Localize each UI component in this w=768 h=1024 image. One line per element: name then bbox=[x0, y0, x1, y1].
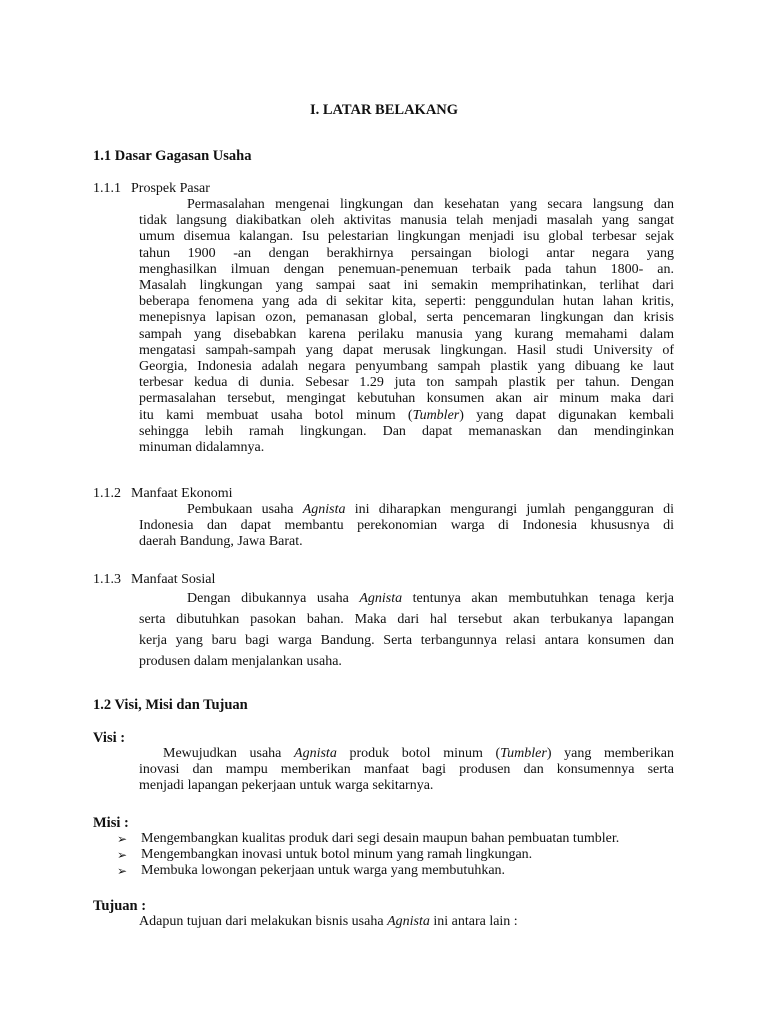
emphasis-tumbler: Tumbler bbox=[500, 746, 547, 761]
subsection-label: Manfaat Ekonomi bbox=[131, 486, 233, 501]
list-item-text: Membuka lowongan pekerjaan untuk warga yang membutuhkan. bbox=[141, 863, 506, 879]
paragraph-line: Indonesia dan dapat membantu perekonomian warga di Indonesia khususnya di bbox=[139, 518, 674, 534]
text-run: ini antara lain : bbox=[429, 914, 518, 929]
text-run: ) yang dapat digunakan kembali bbox=[459, 407, 674, 423]
paragraph-line: permasalahan tersebut, mengingat kebutuhan konsumen akan air minum maka dari bbox=[139, 391, 674, 407]
text-run: produk botol minum ( bbox=[336, 746, 501, 761]
section-heading-1-1: 1.1 Dasar Gagasan Usaha bbox=[93, 148, 252, 164]
subsection-heading-1-1-3 bbox=[93, 572, 215, 588]
subsection-number: 1.1.3 bbox=[93, 572, 121, 587]
paragraph-line: menghasilkan ilmuan dengan penemuan-penemuan terbaik pada tahun 1800- an. bbox=[139, 261, 674, 277]
paragraph-line: serta dibutuhkan pasokan bahan. Maka dari hal tersebut akan terbukanya lapangan bbox=[139, 612, 674, 627]
paragraph-visi bbox=[139, 746, 674, 795]
paragraph-line bbox=[139, 746, 674, 762]
paragraph-line: umum disemua kalangan. Isu pelestarian lingkungan menjadi isu global terbesar sejak bbox=[139, 229, 674, 245]
list-item bbox=[117, 863, 697, 879]
paragraph-line: kerja yang baru bagi warga Bandung. Serta terbangunnya relasi antara konsumen dan bbox=[139, 633, 674, 648]
paragraph-tujuan bbox=[139, 914, 518, 930]
subsection-label: Manfaat Sosial bbox=[131, 572, 216, 587]
text-run: itu kami membuat usaha botol minum ( bbox=[139, 407, 413, 423]
list-item bbox=[117, 847, 697, 863]
paragraph-line: menepisnya lapisan ozon, pemanasan global, serta pencemaran lingkungan dan krisis bbox=[139, 310, 674, 326]
paragraph-line: minuman didalamnya. bbox=[139, 440, 265, 456]
misi-label: Misi : bbox=[93, 815, 129, 831]
text-run: ini diharapkan mengurangi jumlah pengangguran di bbox=[345, 502, 674, 517]
arrow-bullet-icon: ➢ bbox=[117, 864, 128, 879]
paragraph-line: terbesar kedua di dunia. Sebesar 1.29 juta ton sampah plastik per tahun. Dengan bbox=[139, 375, 674, 391]
arrow-bullet-icon: ➢ bbox=[117, 832, 128, 846]
paragraph-line: Permasalahan mengenai lingkungan dan kesehatan yang secara langsung dan bbox=[187, 197, 674, 212]
paragraph-line: tahun 1900 -an dengan berakhirnya persaingan biologi antar negara yang bbox=[139, 245, 674, 261]
text-run: tentunya akan membutuhkan tenaga kerja bbox=[402, 591, 674, 606]
emphasis-agnista: Agnista bbox=[387, 914, 430, 929]
text-run: Dengan dibukannya usaha bbox=[187, 591, 360, 606]
arrow-bullet-icon: ➢ bbox=[117, 848, 128, 863]
text-run: Mewujudkan usaha bbox=[163, 746, 295, 761]
paragraph-line bbox=[139, 588, 674, 609]
emphasis-agnista: Agnista bbox=[302, 502, 346, 517]
subsection-label: Prospek Pasar bbox=[131, 181, 210, 196]
paragraph-line: Masalah lingkungan yang sampai saat ini semakin memprihatinkan, terlihat dari bbox=[139, 278, 674, 294]
text-run: Adapun tujuan dari melakukan bisnis usaha bbox=[139, 914, 388, 929]
paragraph-line: daerah Bandung, Jawa Barat. bbox=[139, 534, 303, 550]
paragraph-manfaat-sosial bbox=[139, 588, 674, 672]
misi-list bbox=[117, 831, 697, 880]
list-item bbox=[117, 831, 697, 847]
paragraph-line: produsen dalam menjalankan usaha. bbox=[139, 654, 342, 669]
list-item-text: Mengembangkan inovasi untuk botol minum yang ramah lingkungan. bbox=[141, 847, 533, 863]
text-run: Pembukaan usaha bbox=[187, 502, 303, 517]
paragraph-line bbox=[139, 408, 674, 424]
subsection-heading-1-1-1 bbox=[93, 181, 210, 197]
paragraph-line bbox=[139, 502, 674, 518]
emphasis-agnista: Agnista bbox=[294, 746, 337, 761]
subsection-number: 1.1.2 bbox=[93, 486, 121, 501]
section-heading-1-2: 1.2 Visi, Misi dan Tujuan bbox=[93, 697, 248, 713]
paragraph-manfaat-ekonomi bbox=[139, 502, 674, 551]
emphasis-agnista: Agnista bbox=[359, 591, 403, 606]
page-title: I. LATAR BELAKANG bbox=[309, 102, 459, 118]
text-run: ) yang memberikan bbox=[546, 746, 674, 761]
paragraph-line: sampah yang disebabkan karena perilaku manusia yang kurang memahami dalam bbox=[139, 326, 674, 342]
paragraph-prospek-pasar bbox=[139, 197, 674, 456]
list-item-text: Mengembangkan kualitas produk dari segi desain maupun bahan pembuatan tumbler. bbox=[141, 831, 620, 846]
paragraph-line: Georgia, Indonesia adalah negara penyumbang sampah plastik yang dibuang ke laut bbox=[139, 359, 674, 375]
tujuan-label: Tujuan : bbox=[93, 898, 147, 914]
paragraph-line: sehingga lebih ramah lingkungan. Dan dapat memanaskan dan mendinginkan bbox=[139, 423, 674, 439]
subsection-number: 1.1.1 bbox=[93, 181, 121, 196]
visi-label: Visi : bbox=[93, 730, 126, 746]
paragraph-line: beberapa fenomena yang ada di sekitar kita, seperti: penggundulan hutan lahan kritis, bbox=[139, 294, 674, 310]
emphasis-tumbler: Tumbler bbox=[412, 407, 460, 423]
paragraph-line: menjadi lapangan pekerjaan untuk warga sekitarnya. bbox=[139, 778, 434, 794]
subsection-heading-1-1-2 bbox=[93, 486, 232, 502]
paragraph-line: tidak langsung diakibatkan oleh aktivitas manusia telah menjadi masalah yang sangat bbox=[139, 213, 674, 229]
paragraph-line: inovasi dan mampu memberikan manfaat bagi produsen dan konsumennya serta bbox=[139, 762, 674, 778]
paragraph-line: mengatasi sampah-sampah yang dapat merusak lingkungan. Hasil studi University of bbox=[139, 342, 674, 358]
